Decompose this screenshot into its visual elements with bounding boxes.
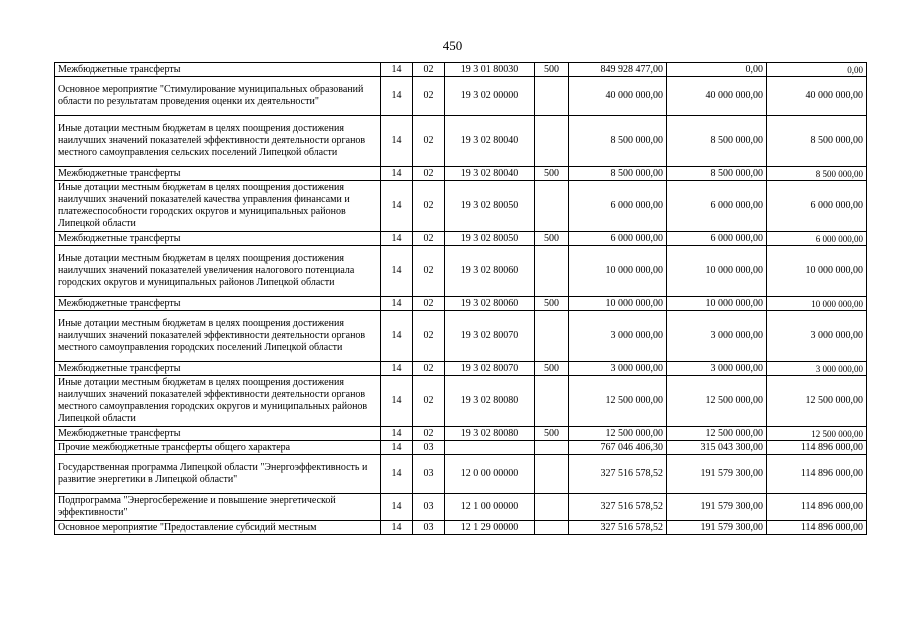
table-row [55,441,867,455]
row-amount-1: 8 500 000,00 [569,167,667,181]
row-expense-type: 500 [535,427,569,441]
row-amount-3: 6 000 000,00 [767,181,867,232]
row-amount-3: 114 896 000,00 [767,455,867,494]
row-section: 14 [381,181,413,232]
row-target-code: 19 3 02 80050 [445,181,535,232]
table-row [55,297,867,311]
page-number: 450 [442,38,463,53]
row-expense-type: 500 [535,232,569,246]
row-target-code: 19 3 02 80040 [445,116,535,167]
table-row [55,116,867,167]
row-section: 14 [381,246,413,297]
row-subsection: 02 [413,427,445,441]
row-amount-2: 8 500 000,00 [667,116,767,167]
row-amount-3: 3 000 000,00 [767,311,867,362]
row-amount-1: 12 500 000,00 [569,376,667,427]
row-name: Межбюджетные трансферты [55,63,381,77]
row-target-code: 19 3 02 80040 [445,167,535,181]
row-target-code: 19 3 02 00000 [445,77,535,116]
row-amount-3: 10 000 000,00 [767,297,867,311]
row-expense-type [535,494,569,521]
row-section: 14 [381,167,413,181]
row-target-code: 19 3 02 80060 [445,246,535,297]
row-subsection: 02 [413,376,445,427]
table-row [55,494,867,521]
row-subsection: 02 [413,63,445,77]
row-target-code: 19 3 02 80070 [445,311,535,362]
row-amount-2: 6 000 000,00 [667,232,767,246]
row-amount-1: 10 000 000,00 [569,297,667,311]
row-amount-3: 12 500 000,00 [767,427,867,441]
row-amount-3: 0,00 [767,63,867,77]
row-name: Иные дотации местным бюджетам в целях поощрения достижения наилучших значений показателей эффективности деятельности органов местного самоуправления городских поселений Липецкой области [55,311,381,362]
row-section: 14 [381,362,413,376]
row-name: Межбюджетные трансферты [55,232,381,246]
row-amount-1: 327 516 578,52 [569,521,667,535]
row-amount-1: 327 516 578,52 [569,455,667,494]
row-amount-3: 8 500 000,00 [767,167,867,181]
row-subsection: 02 [413,297,445,311]
row-expense-type [535,181,569,232]
row-name: Межбюджетные трансферты [55,297,381,311]
row-subsection: 02 [413,181,445,232]
row-target-code: 12 1 29 00000 [445,521,535,535]
row-expense-type: 500 [535,362,569,376]
row-amount-2: 191 579 300,00 [667,521,767,535]
table-row [55,181,867,232]
row-target-code: 12 1 00 00000 [445,494,535,521]
table-row [55,521,867,535]
row-amount-2: 3 000 000,00 [667,362,767,376]
row-target-code: 19 3 02 80050 [445,232,535,246]
row-expense-type [535,246,569,297]
row-amount-1: 849 928 477,00 [569,63,667,77]
row-name: Основное мероприятие "Предоставление субсидий местным [55,521,381,535]
row-amount-1: 40 000 000,00 [569,77,667,116]
row-amount-1: 327 516 578,52 [569,494,667,521]
row-amount-1: 12 500 000,00 [569,427,667,441]
row-amount-3: 6 000 000,00 [767,232,867,246]
row-expense-type [535,441,569,455]
row-section: 14 [381,521,413,535]
row-amount-2: 12 500 000,00 [667,427,767,441]
row-target-code: 19 3 02 80080 [445,427,535,441]
table-row [55,311,867,362]
row-section: 14 [381,77,413,116]
row-subsection: 02 [413,246,445,297]
row-amount-2: 8 500 000,00 [667,167,767,181]
row-amount-2: 10 000 000,00 [667,246,767,297]
row-amount-3: 12 500 000,00 [767,376,867,427]
budget-table-body [55,63,867,535]
row-expense-type: 500 [535,167,569,181]
row-amount-3: 8 500 000,00 [767,116,867,167]
row-expense-type [535,116,569,167]
row-subsection: 03 [413,521,445,535]
row-section: 14 [381,455,413,494]
table-row [55,167,867,181]
row-subsection: 03 [413,441,445,455]
row-subsection: 03 [413,455,445,494]
table-row [55,246,867,297]
row-amount-1: 6 000 000,00 [569,181,667,232]
row-expense-type [535,311,569,362]
row-amount-1: 3 000 000,00 [569,362,667,376]
row-amount-1: 8 500 000,00 [569,116,667,167]
row-subsection: 02 [413,77,445,116]
row-section: 14 [381,311,413,362]
row-section: 14 [381,297,413,311]
row-expense-type [535,77,569,116]
row-expense-type [535,521,569,535]
row-target-code: 19 3 02 80070 [445,362,535,376]
row-amount-3: 40 000 000,00 [767,77,867,116]
row-amount-3: 3 000 000,00 [767,362,867,376]
row-section: 14 [381,427,413,441]
row-target-code: 19 3 02 80080 [445,376,535,427]
row-section: 14 [381,441,413,455]
table-row [55,362,867,376]
row-amount-2: 3 000 000,00 [667,311,767,362]
table-row [55,427,867,441]
table-row [55,455,867,494]
row-target-code: 19 3 02 80060 [445,297,535,311]
row-expense-type: 500 [535,297,569,311]
row-name: Иные дотации местным бюджетам в целях поощрения достижения наилучших значений показателей увеличения налогового потенциала городских округов и муниципальных районов Липецкой области [55,246,381,297]
row-amount-2: 12 500 000,00 [667,376,767,427]
row-subsection: 02 [413,167,445,181]
row-amount-2: 315 043 300,00 [667,441,767,455]
table-row [55,376,867,427]
row-name: Иные дотации местным бюджетам в целях поощрения достижения наилучших значений показателей качества управления финансами и платежеспособности городских округов и муниципальных районов Липецкой области [55,181,381,232]
table-row [55,232,867,246]
table-row [55,77,867,116]
row-section: 14 [381,232,413,246]
row-amount-3: 114 896 000,00 [767,521,867,535]
row-expense-type [535,455,569,494]
row-target-code [445,441,535,455]
row-section: 14 [381,63,413,77]
row-amount-1: 3 000 000,00 [569,311,667,362]
row-amount-1: 767 046 406,30 [569,441,667,455]
row-expense-type: 500 [535,63,569,77]
row-section: 14 [381,116,413,167]
row-name: Межбюджетные трансферты [55,167,381,181]
table-row [55,63,867,77]
row-subsection: 03 [413,494,445,521]
row-name: Основное мероприятие "Стимулирование муниципальных образований области по результатам проведения оценки их деятельности" [55,77,381,116]
row-subsection: 02 [413,232,445,246]
row-section: 14 [381,494,413,521]
row-amount-2: 10 000 000,00 [667,297,767,311]
row-name: Иные дотации местным бюджетам в целях поощрения достижения наилучших значений показателей эффективности деятельности органов местного самоуправления городских округов и муниципальных районов Липецкой области [55,376,381,427]
row-name: Иные дотации местным бюджетам в целях поощрения достижения наилучших значений показателей эффективности деятельности органов местного самоуправления сельских поселений Липецкой области [55,116,381,167]
row-subsection: 02 [413,116,445,167]
row-target-code: 12 0 00 00000 [445,455,535,494]
row-amount-3: 114 896 000,00 [767,494,867,521]
row-amount-2: 40 000 000,00 [667,77,767,116]
row-subsection: 02 [413,362,445,376]
row-name: Межбюджетные трансферты [55,362,381,376]
row-amount-1: 6 000 000,00 [569,232,667,246]
row-amount-2: 0,00 [667,63,767,77]
row-amount-1: 10 000 000,00 [569,246,667,297]
row-name: Прочие межбюджетные трансферты общего характера [55,441,381,455]
budget-table [54,62,867,535]
row-expense-type [535,376,569,427]
row-target-code: 19 3 01 80030 [445,63,535,77]
row-amount-2: 191 579 300,00 [667,455,767,494]
row-name: Подпрограмма "Энергосбережение и повышение энергетической эффективности" [55,494,381,521]
row-name: Государственная программа Липецкой области "Энергоэффективность и развитие энергетики в Липецкой области" [55,455,381,494]
row-amount-3: 10 000 000,00 [767,246,867,297]
row-amount-2: 191 579 300,00 [667,494,767,521]
row-name: Межбюджетные трансферты [55,427,381,441]
row-amount-2: 6 000 000,00 [667,181,767,232]
row-section: 14 [381,376,413,427]
row-amount-3: 114 896 000,00 [767,441,867,455]
row-subsection: 02 [413,311,445,362]
